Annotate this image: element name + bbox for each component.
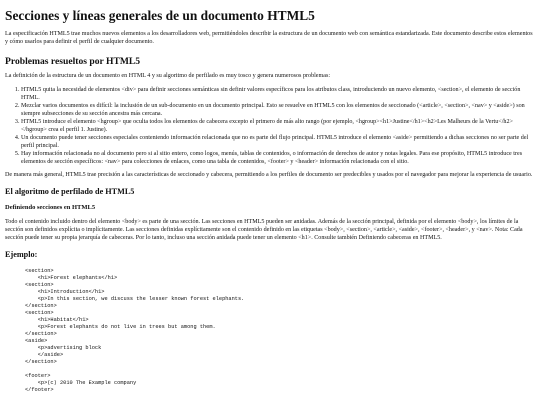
algorithm-paragraph: Todo el contenido incluido dentro del elemento <body> es parte de una sección. Las secciones en HTML5 pueden ser anidadas. Además de la sección principal, definida por el elemento <body>, los límites de la sección son definidos explícita o implícitamente. Las secciones definidas explícitamente son el contenido definido en las etiquetas <body>, <section>, <article>, <aside>, <footer>, <header>, y <nav>. Nota: Cada sección puede tener su propia jerarquía de cabeceras. Por lo tanto, incluso una sección anidada puede tener un elemento <h1>. Consulte también Definiendo cabeceras en HTML5. — [5, 219, 523, 242]
problems-list-item: 1. HTML5 quita la necesidad de elementos <div> para definir secciones semánticas sin definir valores específicos para los atributos class, introduciendo un nuevo elemento, <section>, el elemento de sección HTML. — [21, 87, 534, 103]
problems-closing-paragraph: De manera más general, HTML5 trae precisión a las características de seccionado y cabecera, permitiendo a los perfiles de documento ser predecibles y usados por el navegador para mejorar la experiencia de usuario. — [5, 172, 533, 179]
problems-list — [5, 87, 534, 166]
problems-list-item: 5. Hay información relacionada no al documento pero si al sitio entero, como logos, menús, tablas de contenidos, o información de derechos de autor y notas legales. Para ese propósito, HTML5 introduce tres elementos de sección específicos: <nav> para colecciones de enlaces, como una tabla de contenidos, <footer> y <header> información relacionada con el sitio. — [21, 151, 534, 167]
intro-paragraph: La especificación HTML5 trae muchos nuevos elementos a los desarrolladores web, permitiéndoles describir la estructura de un documento web con semántica estandarizada. Este documento describe estos elementos y cómo usarlos para definir el perfil de cualquier documento. — [5, 31, 533, 46]
algorithm-heading: El algoritmo de perfilado de HTML5 — [5, 187, 135, 197]
example-code-block: <section> <h1>Forest elephants</h1> <section> <h1>Introduction</h1> <p>In this section, we discuss the lesser known forest elephants. </section> <section> <h1>Habitat</h1> <p>Forest elephants do not live in trees but among them. </section> <aside> <p>advertising block </aside> </section> <footer> <p>(c) 2010 The Example company </footer> — [25, 267, 245, 394]
example-heading: Ejemplo: — [5, 249, 38, 259]
problems-lead-paragraph: La definición de la estructura de un documento en HTML 4 y su algoritmo de perfilado es muy tosco y genera numerosos problemas: — [5, 73, 331, 80]
page-title: Secciones y líneas generales de un documento HTML5 — [5, 8, 315, 23]
algorithm-subheading: Definiendo secciones en HTML5 — [5, 203, 96, 211]
problems-list-item: 2. Mezclar varios documentos es difícil: la inclusión de un sub-documento en un documento principal. Esto se resuelve en HTML5 con los elementos de seccionado (<article>, <section>, <nav> y <aside>) son siempre subsecciones de su sección ancestra más cercana. — [21, 103, 534, 119]
problems-heading: Problemas resueltos por HTML5 — [5, 56, 141, 68]
problems-list-item: 4. Un documento puede tener secciones especiales conteniendo información relacionada que no es parte del flujo principal. HTML5 introduce el elemento <aside> permitiendo a dichas secciones no ser parte del perfil principal. — [21, 135, 534, 151]
problems-list-item: 3. HTML5 introduce el elemento <hgroup> que oculta todos los elementos de cabecera excepto el primero de más alto rango (por ejemplo, <hgroup><h1>Justine</h1><h2>Les Malheurs de la Vertu</h2></hgroup> crea el perfil 1. Justine). — [21, 119, 534, 135]
